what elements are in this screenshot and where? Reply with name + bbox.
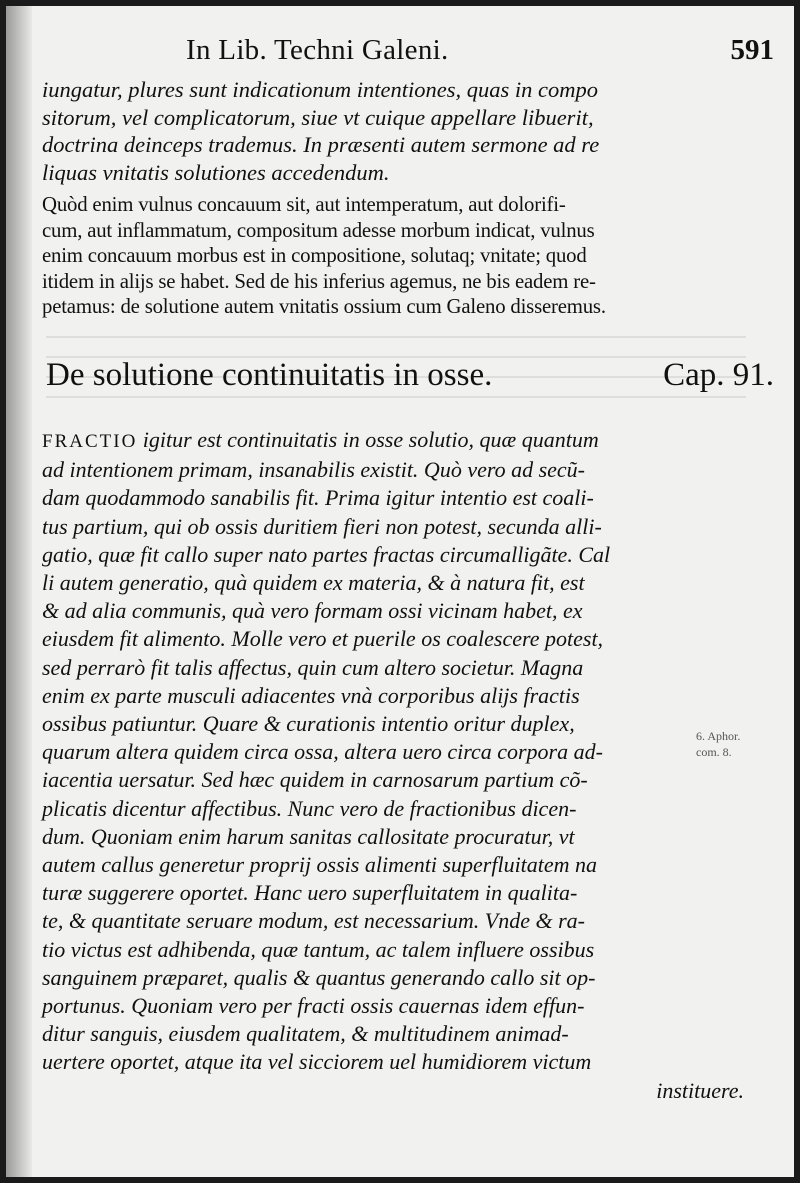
- text-line: petamus: de solutione autem vnitatis ossium cum Galeno disseremus.: [42, 295, 606, 319]
- chapter-body: [42, 426, 774, 1105]
- text-line: tio victus est adhibenda, quæ tantum, ac talem influere ossibus: [42, 936, 595, 962]
- intro-paragraph: [42, 76, 774, 186]
- text-line: plicatis dicentur affectibus. Nunc vero de fractionibus dicen-: [42, 795, 577, 821]
- chapter-heading: [46, 357, 774, 405]
- text-line: cum, aut inflammatum, compositum adesse morbum indicat, vulnus: [42, 218, 595, 242]
- text-line: autem callus generetur proprij ossis alimenti superfluitatem na: [42, 852, 598, 878]
- text-line: sanguinem præparet, qualis & quantus generando callo sit op-: [42, 964, 596, 990]
- text-line: dam quodammodo sanabilis fit. Prima igitur intentio est coali-: [42, 485, 594, 511]
- margin-note-line: 6. Aphor.: [696, 729, 741, 743]
- text-line: ossibus patiuntur. Quare & curationis intentio oritur duplex,: [42, 711, 575, 737]
- page-header: [186, 34, 774, 74]
- text-line: tus partium, qui ob ossis duritiem fieri non potest, secunda alli-: [42, 513, 602, 539]
- text-line: eiusdem fit alimento. Molle vero et puerile os coalescere potest,: [42, 626, 604, 652]
- book-page: [6, 6, 794, 1177]
- text-line: [42, 426, 774, 456]
- text-line: sitorum, vel complicatorum, siue vt cuique appellare libuerit,: [42, 104, 594, 130]
- text-line: quarum altera quidem circa ossa, altera uero circa corpora ad-: [42, 739, 603, 765]
- text-line: doctrina deinceps trademus. In præsenti autem sermone ad re: [42, 132, 600, 158]
- text-line: enim ex parte musculi adiacentes vnà corporibus alijs fractis: [42, 682, 580, 708]
- text-line: turæ suggerere oportet. Hanc uero superfluitatem in qualita-: [42, 880, 578, 906]
- text-line: te, & quantitate seruare modum, est necessarium. Vnde & ra-: [42, 908, 585, 934]
- text-line: ad intentionem primam, insanabilis existit. Quò vero ad secũ-: [42, 457, 586, 483]
- text-line: enim concauum morbus est in compositione, solutaq; vnitate; quod: [42, 244, 587, 268]
- page-number: 591: [730, 34, 774, 66]
- chapter-title: De solutione continuitatis in osse.: [46, 357, 493, 393]
- text-line: sed perrarò fit talis affectus, quin cum altero societur. Magna: [42, 654, 584, 680]
- text-line: dum. Quoniam enim harum sanitas callositate procuratur, vt: [42, 823, 575, 849]
- text-line: & ad alia communis, quà vero formam ossi vicinam habet, ex: [42, 598, 583, 624]
- chapter-number: Cap. 91.: [663, 357, 774, 393]
- running-title: In Lib. Techni Galeni.: [186, 34, 449, 66]
- margin-note-line: com. 8.: [696, 745, 732, 759]
- first-line-rest: igitur est continuitatis in osse solutio, quæ quantum: [137, 427, 599, 452]
- text-line: ditur sanguis, eiusdem qualitatem, & multitudinem animad-: [42, 1021, 569, 1047]
- text-line: iacentia uersatur. Sed hæc quidem in carnosarum partium cõ-: [42, 767, 588, 793]
- text-line: gatio, quæ fit callo super nato partes fractas circumalligãte. Cal: [42, 541, 611, 567]
- text-line: uertere oportet, atque ita vel sicciorem uel humidiorem victum: [42, 1049, 592, 1075]
- roman-paragraph: [42, 192, 774, 320]
- text-line: Quòd enim vulnus concauum sit, aut intemperatum, aut dolorifi-: [42, 193, 566, 216]
- page-spine-shadow: [6, 6, 32, 1177]
- margin-note: [696, 728, 776, 760]
- text-line: itidem in alijs se habet. Sed de his inferius agemus, ne bis eadem re-: [42, 269, 596, 293]
- text-line: li autem generatio, quà quidem ex materia, & à natura fit, est: [42, 570, 585, 596]
- text-line: iungatur, plures sunt indicationum intentiones, quas in compo: [42, 77, 599, 102]
- text-line-last: instituere.: [656, 1077, 744, 1103]
- text-line: liquas vnitatis solutiones accedendum.: [42, 159, 390, 185]
- chapter-initial-word: FRACTIO: [42, 431, 138, 452]
- text-line: portunus. Quoniam vero per fracti ossis cauernas idem effun-: [42, 993, 585, 1019]
